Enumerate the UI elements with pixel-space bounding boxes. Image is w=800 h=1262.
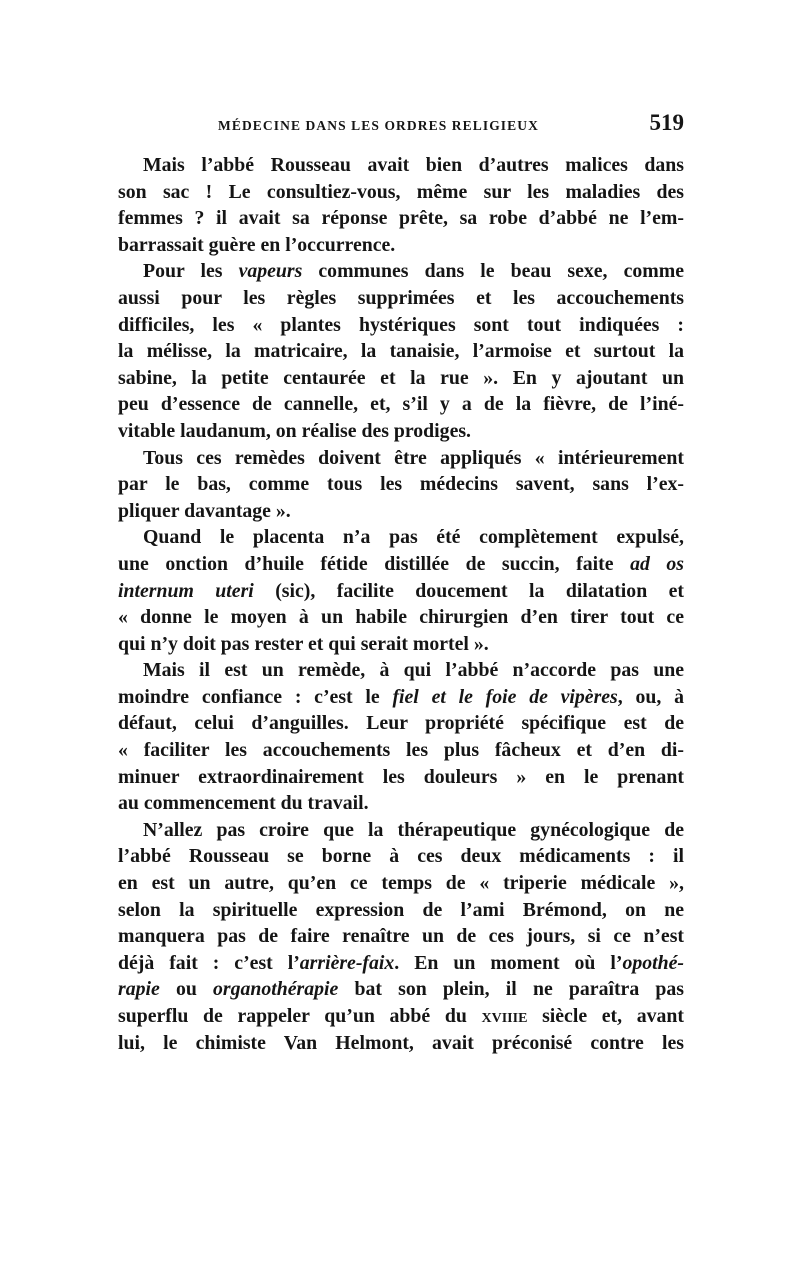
text-line [118, 897, 684, 924]
text-line [118, 578, 684, 605]
text-span: lui, le chimiste Van Helmont, avait préconisé contre les [118, 1031, 684, 1054]
text-line [118, 524, 684, 551]
italic-text: fiel et le foie de vipères [392, 685, 618, 708]
text-line [118, 790, 684, 817]
text-span: aussi pour les règles supprimées et les accouchements [118, 286, 684, 309]
text-line [118, 365, 684, 392]
text-line [118, 179, 684, 206]
text-span: Mais l’abbé Rousseau avait bien d’autres malices dans [143, 154, 684, 176]
text-span: « faciliter les accouchements les plus fâcheux et d’en di- [118, 739, 684, 762]
body-text [118, 152, 684, 1056]
text-span: (sic), facilite doucement la dilatation et [253, 579, 684, 602]
text-span: vitable laudanum, on réalise des prodiges. [118, 419, 471, 442]
text-line [118, 976, 684, 1003]
running-title: MÉDECINE DANS LES ORDRES RELIGIEUX [218, 118, 539, 133]
text-span: au commencement du travail. [118, 792, 369, 815]
text-span: en est un autre, qu’en ce temps de « triperie médicale », [118, 872, 684, 895]
text-line [118, 391, 684, 418]
text-line [118, 232, 684, 259]
text-line [118, 710, 684, 737]
text-span: , ou, à [617, 685, 684, 708]
text-span: femmes ? il avait sa réponse prête, sa robe d’abbé ne l’em- [118, 207, 684, 230]
text-span: difficiles, les « plantes hystériques sont tout indiquées : [118, 313, 684, 336]
text-span: « donne le moyen à un habile chirurgien d’en tirer tout ce [118, 606, 684, 629]
text-line [118, 950, 684, 977]
text-span: . En un moment où l’ [394, 951, 623, 974]
text-span: Mais il est un remède, à qui l’abbé n’accorde pas une [143, 659, 684, 682]
text-span: pliquer davantage ». [118, 499, 291, 522]
text-line [118, 657, 684, 684]
italic-text: vapeurs [238, 260, 303, 283]
text-span: ou [159, 978, 214, 1001]
text-line [118, 631, 684, 658]
text-span: déjà fait : c’est l’ [118, 951, 300, 974]
text-line [118, 923, 684, 950]
text-span: peu d’essence de cannelle, et, s’il y a de la fièvre, de l’iné- [118, 393, 684, 416]
text-span: barrassait guère en l’occurrence. [118, 233, 396, 256]
text-span: selon la spirituelle expression de l’ami Brémond, on ne [118, 898, 684, 921]
text-span: moindre confiance : c’est le [118, 685, 393, 708]
italic-text: ad os [630, 552, 684, 575]
text-line [118, 498, 684, 525]
page-number: 519 [649, 110, 684, 135]
text-line [118, 418, 684, 445]
text-span: N’allez pas croire que la thérapeutique gynécologique de [143, 818, 684, 841]
text-line [118, 445, 684, 472]
italic-text: rapie [118, 978, 160, 1001]
text-line [118, 152, 684, 179]
text-span: manquera pas de faire renaître un de ces jours, si ce n’est [118, 925, 684, 948]
text-line [118, 285, 684, 312]
text-span: une onction d’huile fétide distillée de succin, faite [118, 552, 631, 575]
text-line [118, 258, 684, 285]
text-line [118, 843, 684, 870]
text-span: défaut, celui d’anguilles. Leur propriété spécifique est de [118, 712, 684, 735]
italic-text: internum uteri [118, 579, 254, 602]
text-line [118, 737, 684, 764]
text-span: siècle et, avant [527, 1005, 684, 1027]
text-span: sabine, la petite centaurée et la rue ». En y ajoutant un [118, 366, 684, 389]
text-line [118, 764, 684, 791]
text-line [118, 1003, 684, 1030]
text-span: Tous ces remèdes doivent être appliqués « intérieurement [143, 446, 684, 469]
text-span: xviiie [481, 1005, 528, 1027]
text-line [118, 1030, 684, 1057]
text-line [118, 338, 684, 365]
text-line [118, 551, 684, 578]
text-span: son sac ! Le consultiez-vous, même sur les maladies des [118, 180, 684, 203]
text-span: qui n’y doit pas rester et qui serait mortel ». [118, 632, 489, 655]
italic-text: opothé- [622, 951, 684, 974]
text-line [118, 684, 684, 711]
text-span: la mélisse, la matricaire, la tanaisie, l’armoise et surtout la [118, 340, 684, 363]
text-span: communes dans le beau sexe, comme [302, 260, 684, 283]
text-span: bat son plein, il ne paraîtra pas [338, 978, 684, 1001]
text-line [118, 870, 684, 897]
text-span: par le bas, comme tous les médecins savent, sans l’ex- [118, 473, 684, 496]
text-span: minuer extraordinairement les douleurs » en le prenant [118, 765, 684, 788]
text-line [118, 471, 684, 498]
text-span: l’abbé Rousseau se borne à ces deux médicaments : il [118, 845, 684, 868]
text-line [118, 817, 684, 844]
text-line [118, 205, 684, 232]
text-span: Pour les [143, 260, 239, 283]
text-line [118, 312, 684, 339]
italic-text: organothérapie [213, 978, 339, 1001]
text-span: Quand le placenta n’a pas été complètement expulsé, [143, 526, 684, 549]
text-span: superflu de rappeler qu’un abbé du [118, 1005, 482, 1027]
italic-text: arrière-faix [299, 951, 395, 974]
text-line [118, 604, 684, 631]
page-header [118, 110, 684, 144]
